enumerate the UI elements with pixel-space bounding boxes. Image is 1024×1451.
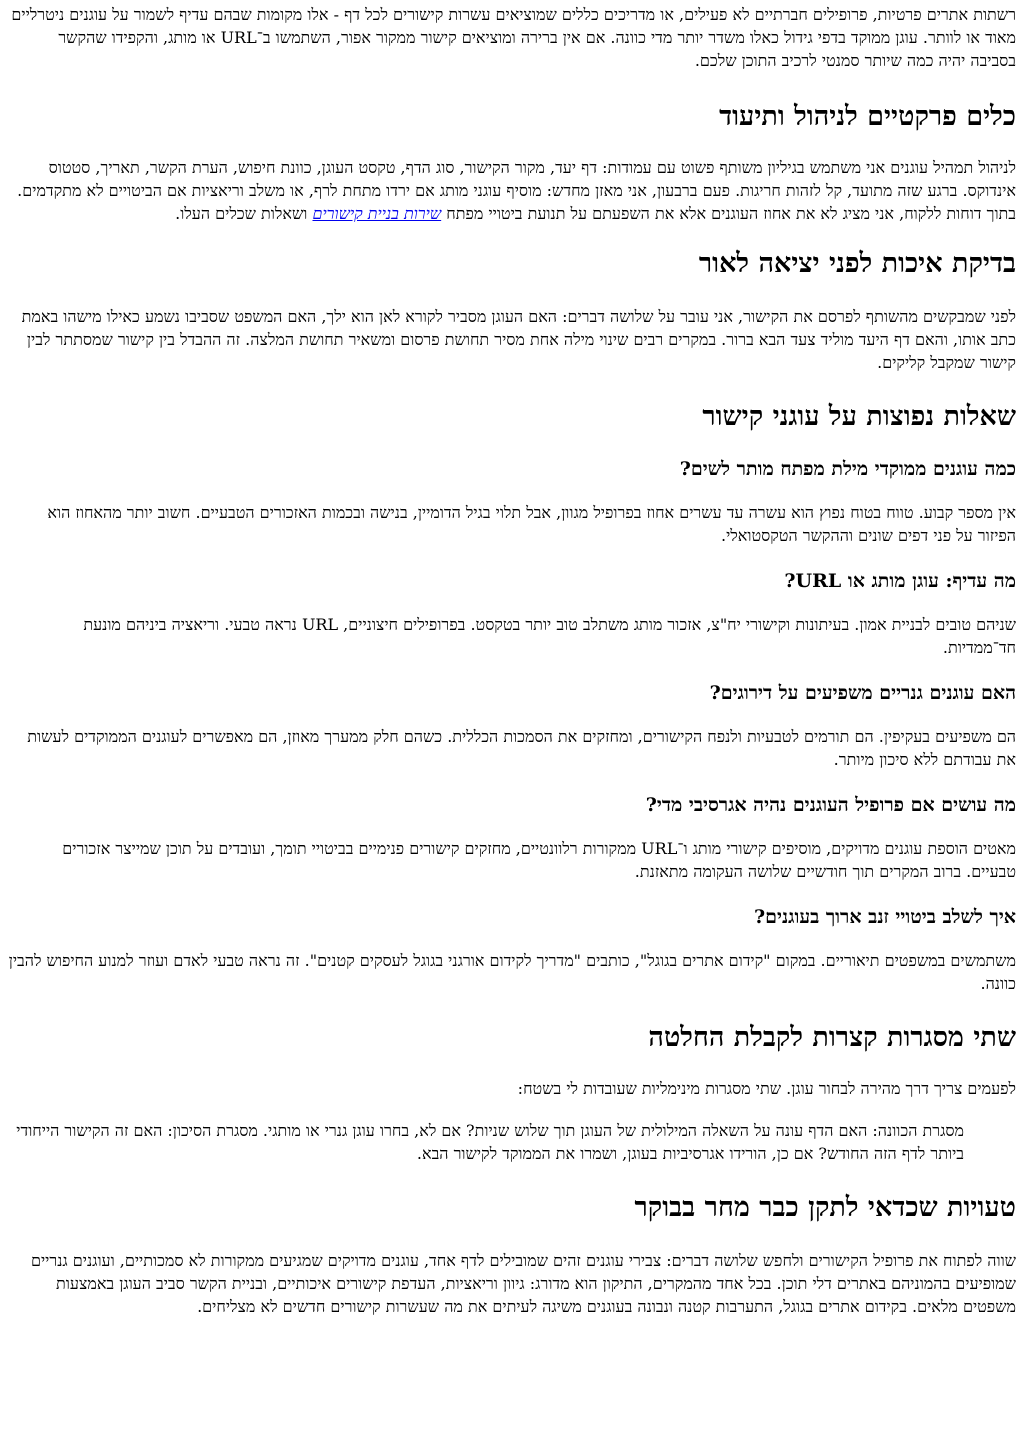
link-building-service-link[interactable]: שירות בניית קישורים: [312, 204, 442, 223]
section-heading-frameworks: שתי מסגרות קצרות לקבלת החלטה: [648, 1022, 1016, 1053]
qa-paragraph: לפני שמבקשים מהשותף לפרסם את הקישור, אני עובר על שלושה דברים: האם העוגן מסביר לקורא לאן הוא ילך, האם המשפט שסביבו נשמע כאילו מישהו באמת כתב אותו, והאם דף היעד מוליד צעד הבא ברור. במקרים רבים שינוי מילה אחת מסיר תחושת פרסום ומשאיר תחושת המלצה. זה ההבדל בין קישור שמסתתר לבין קישור שמקבל קליקים.: [21, 307, 1016, 372]
section-heading-qa: בדיקת איכות לפני יציאה לאור: [698, 248, 1016, 279]
faq-question-4: מה עושים אם פרופיל העוגנים נהיה אגרסיבי מדי?: [645, 794, 1016, 816]
faq-question-2: מה עדיף: עוגן מותג או URL?: [784, 570, 1016, 592]
frameworks-intro: לפעמים צריך דרך מהירה לבחור עוגן. שתי מסגרות מינימליות שעובדות לי בשטח:: [517, 1079, 1016, 1098]
faq-question-1: כמה עוגנים ממוקדי מילת מפתח מותר לשים?: [679, 458, 1016, 480]
tools-paragraph-text-after: ושאלות שכלים העלו.: [175, 204, 313, 223]
article-page: [8, 3, 1016, 1318]
frameworks-quote: מסגרת הכוונה: האם הדף עונה על השאלה המילולית של העוגן תוך שלוש שניות? אם לא, בחרו עוגן גנרי או מותגי. מסגרת הסיכון: האם זה הקישור הייחודי ביותר לדף הזה החודש? אם כן, הורידו אגרסיביות בעוגן, ושמרו את הממוקד לקישור הבא.: [16, 1121, 964, 1163]
tools-paragraph-text-before: לניהול תמהיל עוגנים אני משתמש בגיליון משותף פשוט עם עמודות: דף יעד, מקור הקישור, סוג הדף, טקסט העוגן, כוונת חיפוש, הערת הקשר, תאריך, סטטוס אינדוקס. ברגע שזה מתועד, קל לזהות חריגות. פעם ברבעון, אני מאזן מחדש: מוסיף עוגני מותג אם ירדו מתחת לרף, או משלב וריאציות אם הביטויים לא מתקדמים. בתוך דוחות ללקוח, אני מציג לא את אחוז העוגנים אלא את השפעתם על תנועת ביטויי מפתח: [17, 158, 1016, 223]
faq-question-3: האם עוגנים גנריים משפיעים על דירוגים?: [709, 682, 1016, 704]
tools-paragraph: [8, 156, 1016, 225]
faq-question-5: איך לשלב ביטויי זנב ארוך בעוגנים?: [754, 906, 1016, 928]
section-heading-faq: שאלות נפוצות על עוגני קישור: [702, 401, 1016, 432]
faq-answer-1: אין מספר קבוע. טווח בטוח נפוץ הוא עשרה עד עשרים אחוז בפרופיל מגוון, אבל תלוי בגיל הדומיין, בנישה ובכמות האזכורים הטבעיים. חשוב יותר מהאחוז הוא הפיזור על פני דפים שונים וההקשר הטקסטואלי.: [47, 503, 1016, 545]
faq-answer-3: הם משפיעים בעקיפין. הם תורמים לטבעיות ולנפח הקישורים, ומחזקים את הסמכות הכללית. כשהם חלק ממערך מאוזן, הם מאפשרים לעוגנים הממוקדים לעשות את עבודתם ללא סיכון מיותר.: [27, 727, 1016, 769]
section-heading-tools: כלים פרקטיים לניהול ותיעוד: [719, 101, 1016, 132]
mistakes-paragraph: שווה לפתוח את פרופיל הקישורים ולחפש שלושה דברים: צבירי עוגנים זהים שמובילים לדף אחד, עוגנים מדויקים שמגיעים ממקורות לא סמכותיים, ועוגנים גנריים שמופיעים בהמוניהם באתרים דלי תוכן. בכל אחד מהמקרים, התיקון הוא מדורג: גיוון וריאציות, העדפת קישורים איכותיים, ובניית הקשר סביב העוגן באמצעות משפטים מלאים. בקידום אתרים בגוגל, התערבות קטנה ונבונה בעוגנים משיגה לעיתים את מה שעשרות קישורים חדשים לא מצליחים.: [30, 1251, 1016, 1316]
faq-answer-5: משתמשים במשפטים תיאוריים. במקום "קידום אתרים בגוגל", כותבים "מדריך לקידום אורגני בגוגל לעסקים קטנים". זה נראה טבעי לאדם ועוזר למנוע החיפוש להבין כוונה.: [8, 951, 1016, 993]
intro-paragraph: רשתות אתרים פרטיות, פרופילים חברתיים לא פעילים, או מדריכים כללים שמוציאים עשרות קישורים לכל דף - אלו מקומות שבהם עדיף לשמור על עוגנים ניטרליים מאוד או לוותר. עוגן ממוקד בדפי גידול כאלו משדר יותר מדי כוונה. אם אין ברירה ומוציאים קישור ממקור אפור, השתמשו ב־URL או מותג, והקפידו שהקשר בסביבה יהיה כמה שיותר סמנטי לרכיב התוכן שלכם.: [11, 5, 1016, 70]
faq-answer-2: שניהם טובים לבניית אמון. בעיתונות וקישורי יח"צ, אזכור מותג משתלב טוב יותר בטקסט. בפרופילים חיצוניים, URL נראה טבעי. וריאציה ביניהם מונעת חד־ממדיות.: [83, 615, 1016, 657]
section-heading-mistakes: טעויות שכדאי לתקן כבר מחר בבוקר: [634, 1192, 1016, 1223]
faq-answer-4: מאטים הוספת עוגנים מדויקים, מוסיפים קישורי מותג ו־URL ממקורות רלוונטיים, מחזקים קישורים פנימיים בביטויי תומך, ועובדים על תוכן שמייצר אזכורים טבעיים. ברוב המקרים תוך חודשיים שלושה העקומה מתאזנת.: [62, 839, 1016, 881]
